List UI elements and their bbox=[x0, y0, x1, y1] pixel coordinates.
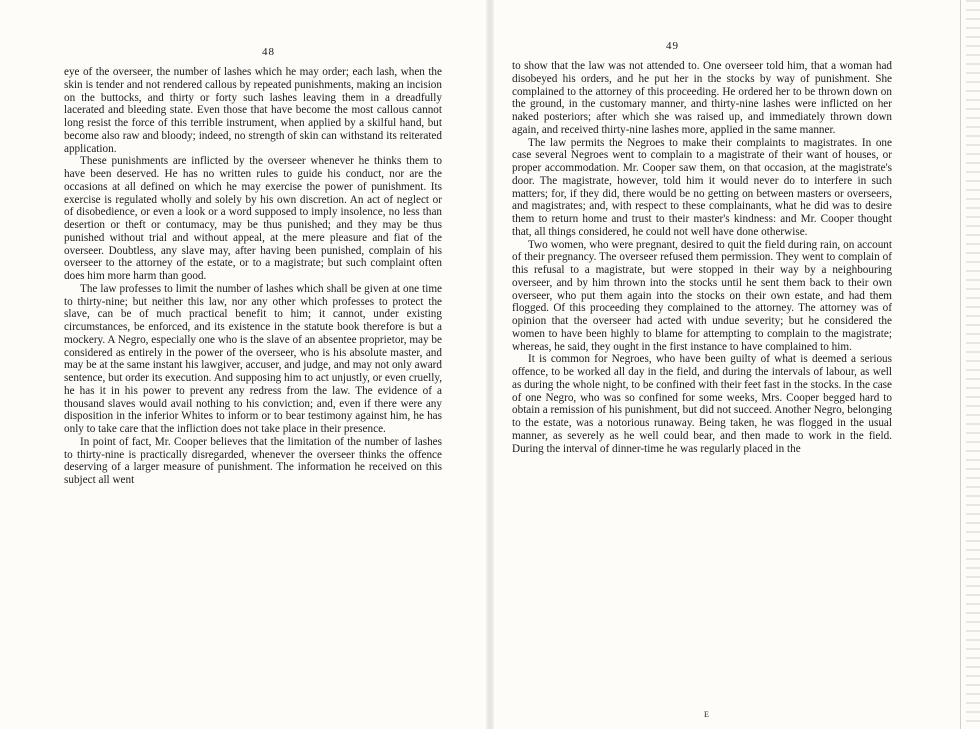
right-paragraph-2: The law permits the Negroes to make their complaints to magistrates. In one case several Negroes went to complain to a magistrate of their want of houses, or proper accommodation. Mr. Cooper saw them, on that occasion, at the magistrate's door. The magistrate, however, told him it would never do to interfere in such matters; for, if they did, there would be no getting on between masters or overseers, and magistrates; and, with respect to these complainants, what he did was to desire them to return home and trust to their master's kindness: and Mr. Cooper thought that, all things considered, he could not well have done otherwise. bbox=[512, 136, 892, 238]
left-paragraph-4: In point of fact, Mr. Cooper believes that the limitation of the number of lashes to thirty-nine is practically disregarded, whenever the overseer thinks the offence deserving of a larger measure of punishment. The information he received on this subject all went bbox=[64, 435, 442, 486]
right-paragraph-4: It is common for Negroes, who have been guilty of what is deemed a serious offence, to be worked all day in the field, and during the intervals of labour, as well as during the whole night, to be confined with their feet fast in the stocks. In the case of one Negro, who was so confined for some weeks, Mrs. Cooper begged hard to obtain a remission of his punishment, but did not succeed. Another Negro, belonging to the estate, was a notorious runaway. Being taken, he was flogged in the usual manner, as severely as he well could bear, and then made to work in the field. During the interval of dinner-time he was regularly placed in the bbox=[512, 353, 893, 455]
left-text-column bbox=[64, 66, 442, 487]
left-paragraph-2: These punishments are inflicted by the overseer whenever he thinks them to have been deserved. He has no written rules to guide his conduct, nor are the occasions at all defined on which he may exercise the power of punishment. Its exercise is regulated wholly and solely by his own discretion. An act of neglect or of disobedience, or even a look or a word supposed to imply insolence, no less than desertion or theft or contumacy, may be thus punished; and they may be thus punished without trial and without appeal, at the mere pleasure and fiat of the overseer. Doubtless, any slave may, after having been punished, complain of his overseer to the attorney of the estate, or to a magistrate; but such complaint often does him more harm than good. bbox=[64, 155, 442, 282]
right-page-number: 49 bbox=[666, 40, 679, 52]
right-paragraph-3: Two women, who were pregnant, desired to quit the field during rain, on account of their pregnancy. The overseer refused them permission. They went to complain of this refusal to a magistrate, but were stopped in their way by a neighbouring overseer, and by him thrown into the stocks until he sent them back to their own overseer, who put them again into the stocks on their own estate, and had them flogged. Of this proceeding they complained to the attorney. The attorney was of opinion that the overseer had acted with undue severity; but he considered the women to have been highly to blame for attempting to complain to the magistrate; whereas, he said, they ought in the first instance to have complained to him. bbox=[512, 238, 892, 353]
signature-mark: E bbox=[704, 710, 709, 719]
right-text-column bbox=[512, 60, 892, 455]
left-paragraph-3: The law professes to limit the number of lashes which shall be given at one time to thirty-nine; but neither this law, nor any other which professes to protect the slave, can be of much practical benefit to him; it cannot, under existing circumstances, be enforced, and its existence in the statute book therefore is but a mockery. A Negro, especially one who is the slave of an absentee proprietor, may be considered as entirely in the power of the overseer, who is his absolute master, and may be at the same instant his lawgiver, accuser, and judge, and may not only award sentence, but order its execution. And supposing him to act unjustly, or even cruelly, he has it in his power to prevent any redress from the law. The evidence of a thousand slaves would avail nothing to his conviction; and, even if there were any disposition in the inferior Whites to inform or to bear testimony against him, he has only to take care that the infliction does not take place in their presence. bbox=[64, 282, 442, 435]
left-page-number: 48 bbox=[262, 46, 275, 58]
right-page bbox=[490, 0, 980, 729]
right-paragraph-1: to show that the law was not attended to. One overseer told him, that a woman had disobeyed his orders, and he put her in the stocks by way of punishment. She complained to the attorney of this proceeding. He ordered her to be thrown down on the ground, in the customary manner, and thirty-nine lashes were inflicted on her naked posteriors; after which she was raised up, and immediately thrown down again, and received thirty-nine lashes more, applied in the same manner. bbox=[512, 60, 892, 136]
left-paragraph-1: eye of the overseer, the number of lashes which he may order; each lash, when the skin is tender and not rendered callous by repeated punishments, making an incision on the buttocks, and thirty or forty such lashes leaving them in a dreadfully lacerated and bleeding state. Even those that have become the most callous cannot long resist the force of this terrible instrument, when applied by a skilful hand, but become also raw and bloody; indeed, no strength of skin can withstand its reiterated application. bbox=[64, 66, 442, 155]
